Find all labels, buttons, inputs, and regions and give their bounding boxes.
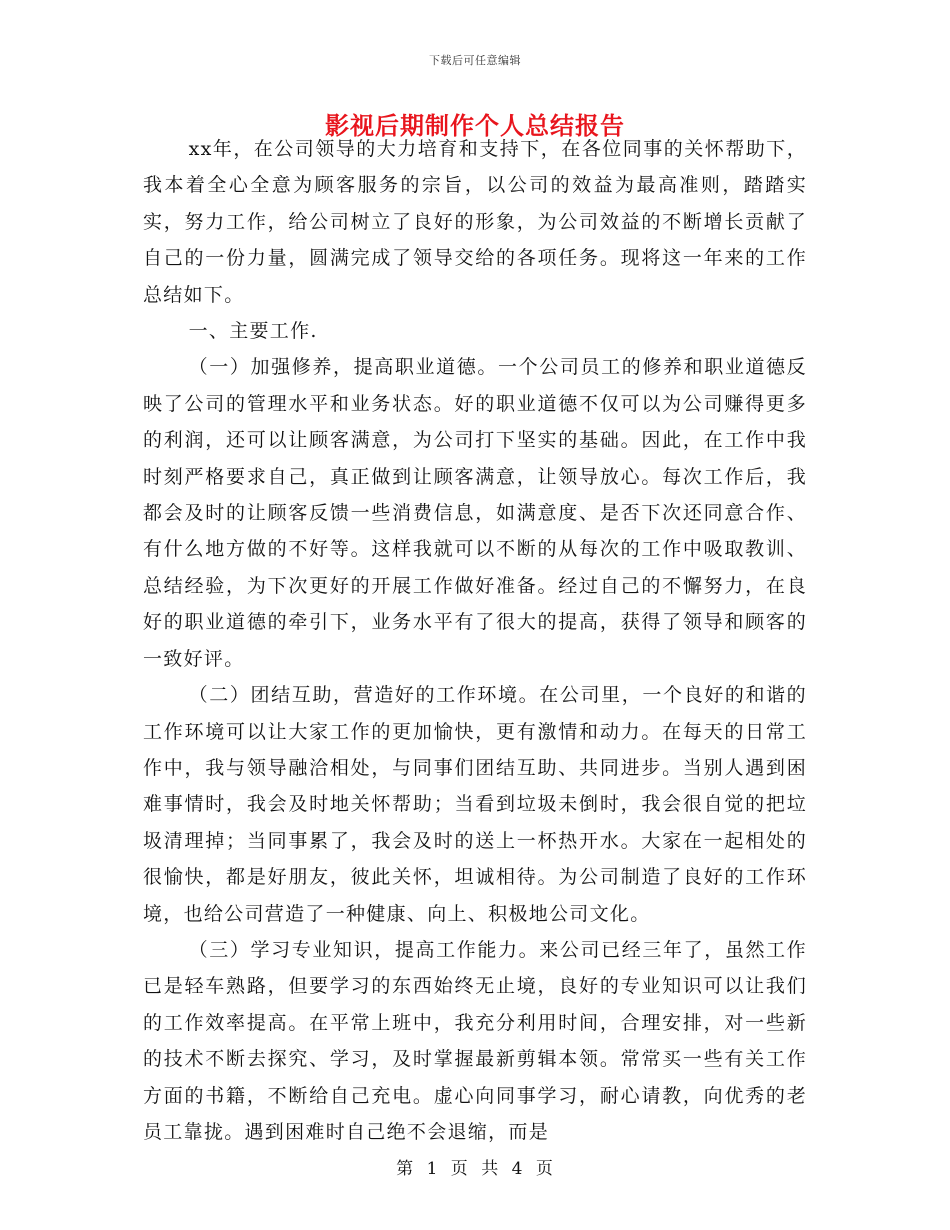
paragraph-item-1: （一）加强修养，提高职业道德。一个公司员工的修养和职业道德反映了公司的管理水平和业务状态。好的职业道德不仅可以为公司赚得更多的利润，还可以让顾客满意，为公司打下坚实的基础。因此，在工作中我时刻严格要求自己，真正做到让顾客满意，让领导放心。每次工作后，我都会及时的让顾客反馈一些消费信息，如满意度、是否下次还同意合作、有什么地方做的不好等。这样我就可以不断的从每次的工作中吸取教训、总结经验，为下次更好的开展工作做好准备。经过自己的不懈努力，在良好的职业道德的牵引下，业务水平有了很大的提高，获得了领导和顾客的一致好评。 [143, 356, 807, 670]
document-title: 影视后期制作个人总结报告 [325, 111, 625, 140]
header-note: 下载后可任意编辑 [429, 54, 521, 67]
page-footer: 第 1 页 共 4 页 [396, 1159, 554, 1179]
paragraph-intro: xx年，在公司领导的大力培育和支持下，在各位同事的关怀帮助下，我本着全心全意为顾客服务的宗旨，以公司的效益为最高准则，踏踏实实，努力工作，给公司树立了良好的形象，为公司效益的不断增长贡献了自己的一份力量，圆满完成了领导交给的各项任务。现将这一年来的工作总结如下。 [143, 138, 807, 306]
paragraph-item-3: （三）学习专业知识，提高工作能力。来公司已经三年了，虽然工作已是轻车熟路，但要学习的东西始终无止境，良好的专业知识可以让我们的工作效率提高。在平常上班中，我充分利用时间，合理安排，对一些新的技术不断去探究、学习，及时掌握最新剪辑本领。常常买一些有关工作方面的书籍，不断给自己充电。虚心向同事学习，耐心请教，向优秀的老员工靠拢。遇到困难时自己绝不会退缩，而是 [143, 938, 807, 1143]
paragraph-section-heading: 一、主要工作. [188, 320, 318, 343]
paragraph-item-2: （二）团结互助，营造好的工作环境。在公司里，一个良好的和谐的工作环境可以让大家工作的更加愉快，更有激情和动力。在每天的日常工作中，我与领导融洽相处，与同事们团结互助、共同进步。当别人遇到困难事情时，我会及时地关怀帮助；当看到垃圾未倒时，我会很自觉的把垃圾清理掉；当同事累了，我会及时的送上一杯热开水。大家在一起相处的很愉快，都是好朋友，彼此关怀，坦诚相待。为公司制造了良好的工作环境，也给公司营造了一种健康、向上、积极地公司文化。 [143, 684, 807, 925]
document-body [143, 131, 807, 1150]
